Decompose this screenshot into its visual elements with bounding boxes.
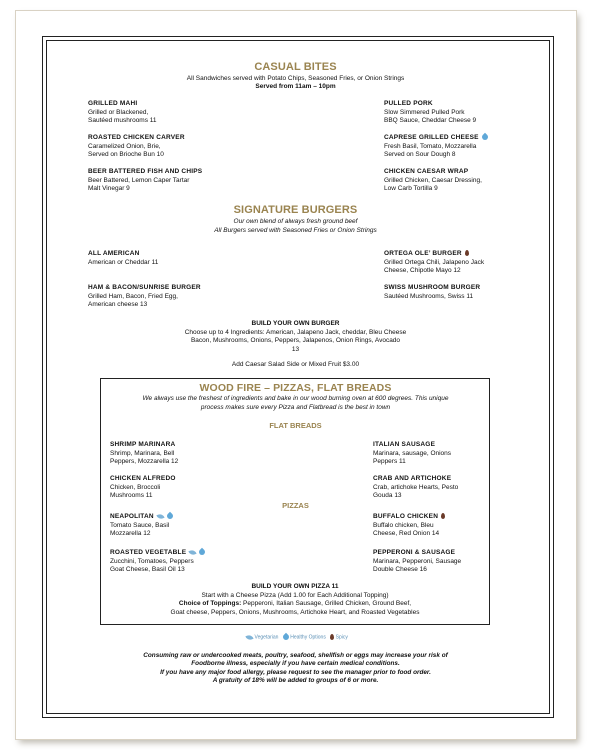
wood-fire-note-2: process makes sure every Pizza and Flatbread is the best in town	[200, 404, 391, 411]
casual-bites-title: CASUAL BITES	[254, 61, 337, 73]
health-warning: Consuming raw or undercooked meats, poultry, seafood, shellfish or eggs may increase your risk of Foodborne illness, especially if you have certain medical conditions. If you have any major food allergy, please request to see the manager prior to food order. A gratuity of 18% will be added to groups of 6 or more.	[143, 652, 448, 684]
casual-bites-note: All Sandwiches served with Potato Chips, Seasoned Fries, or Onion Strings	[186, 75, 405, 82]
menu-item: PULLED PORK Slow Simmered Pulled Pork BBQ Sauce, Cheddar Cheese 9	[384, 100, 477, 125]
spicy-icon	[465, 250, 469, 256]
healthy-icon	[282, 633, 290, 641]
build-your-own-pizza: BUILD YOUR OWN PIZZA 11 Start with a Cheese Pizza (Add 1.00 for Each Additional Topping) Choice of Toppings: Pepperoni, Italian Sausage, Grilled Chicken, Ground Beef, Goat cheese, Peppers, Onions, Mushrooms, Artichoke Heart, and Roasted Vegetables	[170, 583, 420, 616]
add-on-note: Add Caesar Salad Side or Mixed Fruit $3.00	[231, 361, 360, 368]
menu-item: ORTEGA OLE’ BURGER Grilled Ortega Chili, Jalapeno Jack Cheese, Chipotle Mayo 12	[384, 250, 485, 275]
menu-item: ROASTED CHICKEN CARVER Caramelized Onion, Brie, Served on Brioche Bun 10	[88, 134, 185, 159]
vegetarian-icon	[246, 633, 254, 640]
menu-item: SHRIMP MARINARA Shrimp, Marinara, Bell Peppers, Mozzarella 12	[110, 441, 179, 466]
menu-item: ROASTED VEGETABLE Zucchini, Tomatoes, Peppers Goat Cheese, Basil Oil 13	[110, 549, 205, 575]
menu-item: HAM & BACON/SUNRISE BURGER Grilled Ham, Bacon, Fried Egg, American cheese 13	[88, 284, 201, 309]
menu-item: CHICKEN CAESAR WRAP Grilled Chicken, Caesar Dressing, Low Carb Tortilla 9	[384, 168, 482, 193]
healthy-icon	[480, 133, 488, 141]
menu-item: NEAPOLITAN Tomato Sauce, Basil Mozzarella 12	[110, 513, 173, 539]
vegetarian-icon	[156, 513, 164, 520]
wood-fire-title: WOOD FIRE – PIZZAS, FLAT BREADS	[199, 382, 392, 394]
menu-item: GRILLED MAHI Grilled or Blackened, Sautéed mushrooms 11	[88, 100, 157, 125]
menu-item: CAPRESE GRILLED CHEESE Fresh Basil, Tomato, Mozzarella Served on Sour Dough 8	[384, 134, 488, 160]
spicy-icon	[330, 634, 334, 640]
menu-item: ALL AMERICAN American or Cheddar 11	[88, 250, 159, 266]
menu-item: CHICKEN ALFREDO Chicken, Broccoli Mushrooms 11	[110, 475, 176, 500]
pizzas-heading: PIZZAS	[282, 501, 309, 510]
menu-item: SWISS MUSHROOM BURGER Sautéed Mushrooms, Swiss 11	[384, 284, 481, 300]
vegetarian-icon	[189, 549, 197, 556]
signature-burgers-title: SIGNATURE BURGERS	[233, 204, 358, 216]
healthy-icon	[198, 548, 206, 556]
casual-bites-hours: Served from 11am – 10pm	[255, 83, 336, 90]
spicy-icon	[441, 513, 445, 519]
flat-breads-heading: FLAT BREADS	[269, 421, 322, 430]
wood-fire-note-1: We always use the freshest of ingredients and bake in our wood burning oven at 600 degrees. This unique	[142, 395, 449, 402]
menu-item: CRAB AND ARTICHOKE Crab, artichoke Hearts, Pesto Gouda 13	[373, 475, 459, 500]
menu-item: PEPPERONI & SAUSAGE Marinara, Pepperoni, Sausage Double Cheese 16	[373, 549, 462, 574]
build-your-own-burger: BUILD YOUR OWN BURGER Choose up to 4 Ingredients: American, Jalapeno Jack, cheddar, Bleu Cheese Bacon, Mushrooms, Onions, Peppers, Jalapenos, Onion Rings, Avocado 13	[184, 320, 407, 353]
healthy-icon	[166, 512, 174, 520]
menu-item: BUFFALO CHICKEN Buffalo chicken, Bleu Cheese, Red Onion 14	[373, 513, 445, 539]
menu-item: BEER BATTERED FISH AND CHIPS Beer Battered, Lemon Caper Tartar Malt Vinegar 9	[88, 168, 203, 193]
burgers-note-2: All Burgers served with Seasoned Fries or Onion Strings	[214, 227, 377, 234]
icon-legend: Vegetarian Healthy Options Spicy	[0, 634, 591, 640]
menu-item: ITALIAN SAUSAGE Marinara, sausage, Onions Peppers 11	[373, 441, 452, 466]
burgers-note-1: Our own blend of always fresh ground beef	[233, 218, 358, 225]
